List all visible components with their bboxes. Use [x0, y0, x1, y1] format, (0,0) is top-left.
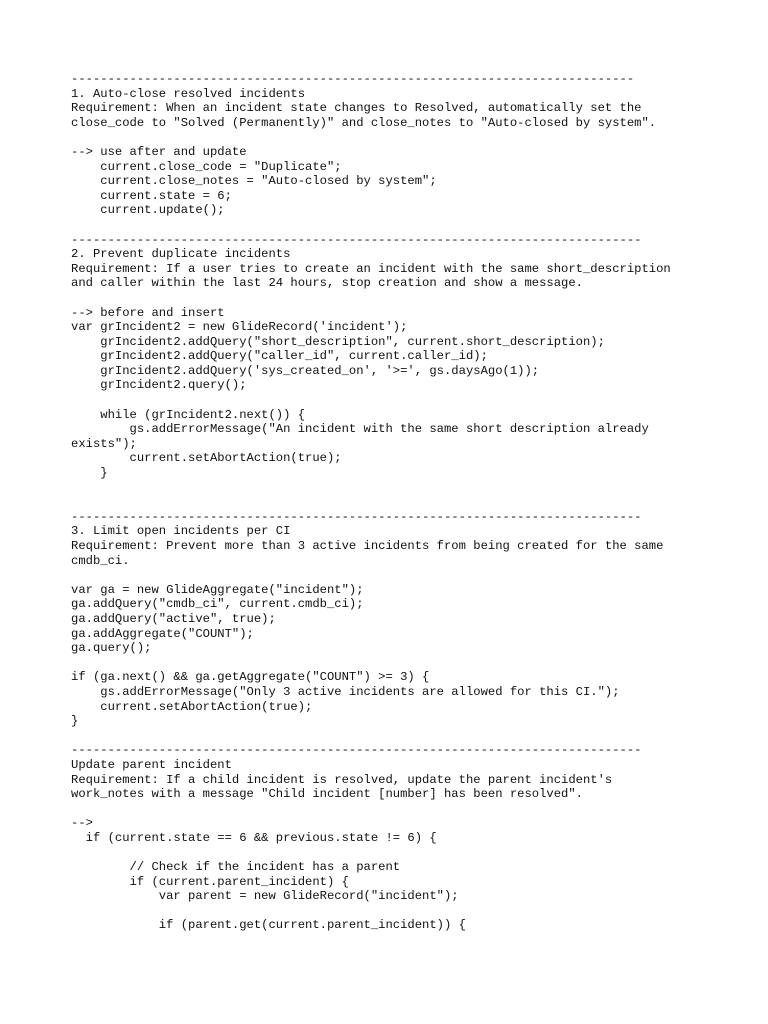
text-line: gs.addErrorMessage("Only 3 active incidents are allowed for this CI."); [71, 684, 620, 699]
text-line: --> [71, 816, 93, 831]
blank-line [71, 904, 758, 919]
text-line: current.setAbortAction(true); [71, 699, 313, 714]
text-line: ------------------------------------------------------------------------------ [71, 509, 642, 524]
blank-line [71, 568, 758, 583]
text-line: gs.addErrorMessage("An incident with the same short description already [71, 422, 649, 437]
text-line: while (grIncident2.next()) { [71, 407, 306, 422]
text-line: ------------------------------------------------------------------------------ [71, 232, 642, 247]
blank-line [71, 802, 758, 817]
text-line: ------------------------------------------------------------------------------ [71, 743, 642, 758]
text-line: close_code to "Solved (Permanently)" and close_notes to "Auto-closed by system". [71, 115, 657, 130]
text-line: var ga = new GlideAggregate("incident"); [71, 582, 364, 597]
text-line: --> use after and update [71, 144, 247, 159]
text-line: if (parent.get(current.parent_incident)) { [71, 918, 466, 933]
text-line: grIncident2.addQuery("short_description", current.short_description); [71, 334, 605, 349]
text-line: grIncident2.query(); [71, 378, 247, 393]
text-line: var parent = new GlideRecord("incident"); [71, 889, 459, 904]
blank-line [71, 729, 758, 744]
text-line: --> before and insert [71, 305, 225, 320]
text-line: } [71, 714, 79, 729]
text-line: 2. Prevent duplicate incidents [71, 247, 291, 262]
text-line: cmdb_ci. [71, 553, 130, 568]
text-line: and caller within the last 24 hours, stop creation and show a message. [71, 276, 583, 291]
text-line: if (ga.next() && ga.getAggregate("COUNT") >= 3) { [71, 670, 430, 685]
text-line: current.close_notes = "Auto-closed by system"; [71, 174, 437, 189]
blank-line [71, 481, 758, 496]
text-line: if (current.state == 6 && previous.state != 6) { [71, 830, 437, 845]
text-line: current.state = 6; [71, 188, 232, 203]
text-line: 1. Auto-close resolved incidents [71, 86, 306, 101]
text-line: current.close_code = "Duplicate"; [71, 159, 342, 174]
text-line: exists"); [71, 436, 137, 451]
text-line: current.update(); [71, 203, 225, 218]
blank-line [71, 218, 758, 233]
text-line: grIncident2.addQuery('sys_created_on', '>=', gs.daysAgo(1)); [71, 363, 540, 378]
text-line: Requirement: Prevent more than 3 active incidents from being created for the same [71, 539, 664, 553]
text-line: ga.addAggregate("COUNT"); [71, 626, 254, 641]
blank-line [71, 130, 758, 145]
text-line: ----------------------------------------------------------------------------- [71, 72, 635, 86]
text-line: Requirement: If a user tries to create an incident with the same short_description [71, 261, 671, 276]
text-line: ga.addQuery("active", true); [71, 611, 276, 626]
text-line: work_notes with a message "Child incident [number] has been resolved". [71, 787, 583, 802]
text-line: if (current.parent_incident) { [71, 874, 349, 889]
text-line: ga.query(); [71, 641, 152, 656]
text-line: current.setAbortAction(true); [71, 451, 342, 466]
blank-line [71, 291, 758, 306]
text-line: 3. Limit open incidents per CI [71, 524, 291, 539]
blank-line [71, 495, 758, 510]
text-line: var grIncident2 = new GlideRecord('incident'); [71, 320, 408, 335]
blank-line [71, 845, 758, 860]
text-line: // Check if the incident has a parent [71, 860, 401, 875]
text-line: Update parent incident [71, 757, 232, 772]
blank-line [71, 656, 758, 671]
text-line: grIncident2.addQuery("caller_id", current.caller_id); [71, 349, 488, 364]
text-line: Requirement: When an incident state changes to Resolved, automatically set the [71, 101, 642, 116]
text-line: } [71, 466, 108, 481]
text-line: Requirement: If a child incident is resolved, update the parent incident's [71, 772, 613, 787]
blank-line [71, 393, 758, 408]
text-line: ga.addQuery("cmdb_ci", current.cmdb_ci); [71, 597, 364, 612]
